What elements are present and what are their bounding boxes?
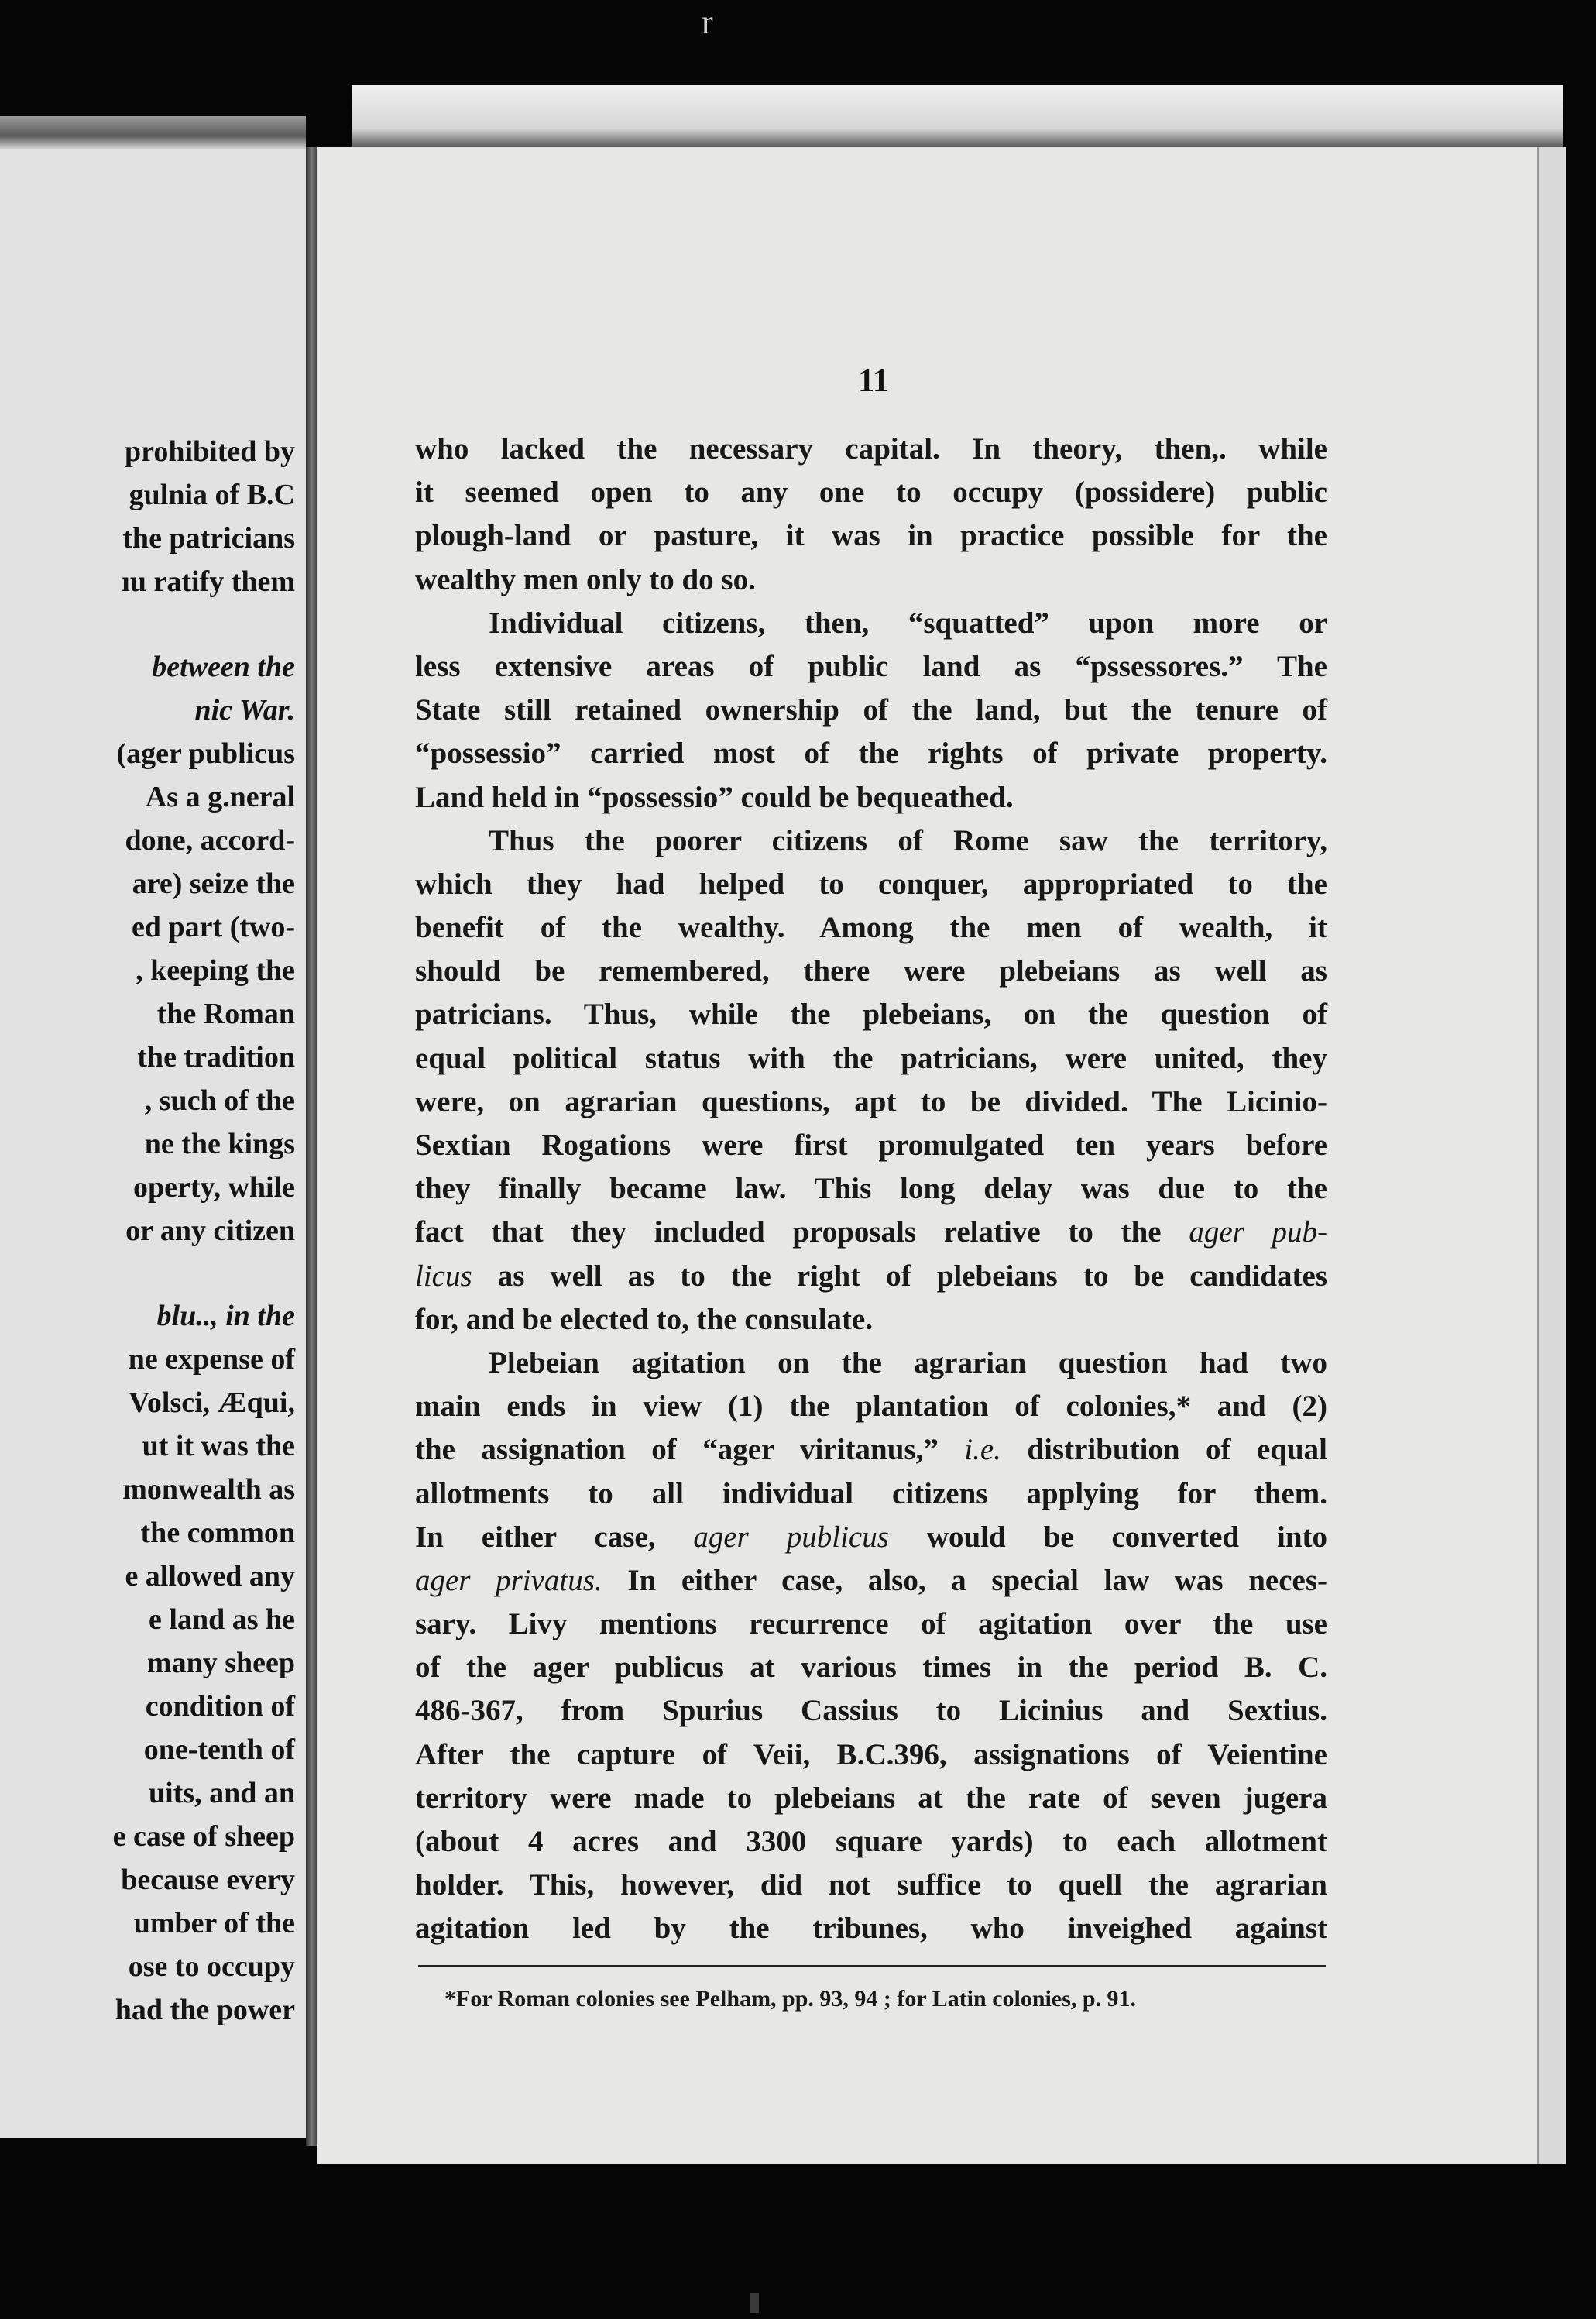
text-line (415, 1255, 1327, 1298)
left-page-line: blu.., in the (156, 1300, 295, 1332)
text-line: Individual citizens, then, “squatted” upon more or (489, 606, 1327, 640)
italic-term: ager privatus. (415, 1563, 602, 1597)
left-page-line: had the power (115, 1994, 295, 2026)
left-page-line: many sheep (146, 1647, 295, 1679)
text-line: which they had helped to conquer, appropriated to the (415, 867, 1327, 901)
left-page-line: or any citizen (125, 1214, 295, 1247)
left-page-line: the common (140, 1517, 295, 1549)
left-page-line: ose to occupy (128, 1950, 295, 1983)
left-page-line: ne the kings (144, 1128, 295, 1160)
text-line: should be remembered, there were plebeians as well as (415, 954, 1327, 988)
left-page-line: ut it was the (142, 1430, 295, 1462)
text-line: territory were made to plebeians at the rate of seven jugera (415, 1781, 1327, 1815)
text-line: sary. Livy mentions recurrence of agitation over the use (415, 1607, 1327, 1641)
text-line (415, 1516, 1327, 1559)
text-fragment: In either case, (415, 1520, 656, 1554)
italic-term: ager pub- (1189, 1215, 1328, 1249)
left-page-line: umber of the (133, 1907, 295, 1939)
text-line (415, 1559, 1327, 1603)
text-line: “possessio” carried most of the rights of private property. (415, 737, 1327, 771)
left-page-line: because every (121, 1864, 295, 1896)
text-line: allotments to all individual citizens applying for them. (415, 1476, 1327, 1510)
text-line: of the ager publicus at various times in the period B. C. (415, 1651, 1327, 1685)
left-page-line: ıu ratify them (122, 565, 295, 598)
left-page-line: ed part (two- (131, 911, 295, 943)
text-line: wealthy men only to do so. (415, 562, 756, 596)
footnote-rule (418, 1965, 1326, 1967)
left-page-line: e allowed any (125, 1560, 295, 1592)
text-line: who lacked the necessary capital. In theory, then,. while (415, 432, 1327, 466)
text-fragment: as well as to the right of plebeians to be candidates (497, 1259, 1328, 1293)
text-line: holder. This, however, did not suffice to quell the agrarian (415, 1868, 1327, 1902)
right-page-edge (1537, 147, 1566, 2164)
left-page-line: Volsci, Æqui, (128, 1386, 295, 1419)
left-page-line: operty, while (133, 1171, 295, 1204)
text-line: (about 4 acres and 3300 square yards) to each allotment (415, 1825, 1327, 1858)
text-line: Sextian Rogations were first promulgated ten years before (415, 1129, 1327, 1162)
page-number: 11 (858, 363, 889, 399)
left-page-line: the tradition (137, 1041, 295, 1074)
text-fragment: distribution of equal (1027, 1433, 1328, 1467)
left-page-line: monwealth as (122, 1473, 295, 1506)
left-page-line: (ager publicus (116, 737, 295, 770)
left-page-line: gulnia of B.C (129, 479, 295, 511)
left-page-line: e case of sheep (112, 1820, 295, 1853)
text-fragment: would be converted into (926, 1520, 1328, 1554)
text-line: benefit of the wealthy. Among the men of wealth, it (415, 911, 1327, 945)
left-page-line (1, 603, 295, 645)
text-line: Plebeian agitation on the agrarian question had two (489, 1345, 1327, 1379)
left-page-line: condition of (145, 1690, 295, 1723)
text-line: Land held in “possessio” could be bequeathed. (415, 780, 1014, 814)
scan-mark: r (702, 3, 713, 41)
text-line: less extensive areas of public land as “pssessores.” The (415, 649, 1327, 683)
text-line: Thus the poorer citizens of Rome saw the territory, (489, 823, 1327, 857)
left-page-line: the patricians (122, 522, 295, 555)
text-line: equal political status with the patricians, were united, they (415, 1041, 1327, 1075)
text-line (415, 1428, 1327, 1472)
left-page-edge (0, 116, 306, 149)
text-line: it seemed open to any one to occupy (possidere) public (415, 476, 1327, 510)
text-line: plough-land or pasture, it was in practice possible for the (415, 519, 1327, 553)
left-page-line (1, 1252, 295, 1294)
text-line: After the capture of Veii, B.C.396, assignations of Veientine (415, 1737, 1327, 1771)
text-line: agitation led by the tribunes, who inveighed against (415, 1912, 1327, 1946)
left-page-line: one-tenth of (143, 1733, 295, 1766)
text-line: 486-367, from Spurius Cassius to Licinius and Sextius. (415, 1694, 1327, 1728)
text-line: they finally became law. This long delay was due to the (415, 1172, 1327, 1206)
text-line: main ends in view (1) the plantation of colonies,* and (2) (415, 1390, 1327, 1424)
left-page-line: , such of the (144, 1084, 295, 1117)
scan-mark (750, 2293, 759, 2313)
body-text (415, 428, 1327, 1951)
text-line: were, on agrarian questions, apt to be divided. The Licinio- (415, 1084, 1327, 1118)
italic-term: licus (415, 1259, 472, 1293)
text-line: patricians. Thus, while the plebeians, on the question of (415, 998, 1327, 1032)
left-page-line: uits, and an (148, 1777, 295, 1809)
italic-term: ager publicus (693, 1520, 889, 1554)
italic-term: i.e. (964, 1433, 1001, 1467)
text-fragment: the assignation of “ager viritanus,” (415, 1433, 939, 1467)
left-page-line: e land as he (149, 1603, 295, 1636)
text-line: State still retained ownership of the land, but the tenure of (415, 693, 1327, 727)
left-page-line: are) seize the (132, 867, 295, 900)
left-page-line: done, accord- (125, 824, 295, 857)
text-line: for, and be elected to, the consulate. (415, 1302, 874, 1336)
text-fragment: fact that they included proposals relative to the (415, 1215, 1162, 1249)
left-page-line: nic War. (194, 694, 295, 727)
left-page-line: ne expense of (128, 1343, 295, 1376)
right-page-top-edge (352, 85, 1563, 147)
left-page-line: between the (152, 651, 295, 683)
left-page-line: the Roman (156, 998, 295, 1030)
text-fragment: In either case, also, a special law was neces- (627, 1563, 1328, 1597)
left-page-line: , keeping the (136, 954, 295, 987)
left-page (0, 116, 306, 2138)
left-page-line: As a g.neral (145, 781, 295, 813)
text-line (415, 1211, 1327, 1254)
left-page-text (1, 430, 295, 2032)
footnote: *For Roman colonies see Pelham, pp. 93, 94 ; for Latin colonies, p. 91. (444, 1986, 1137, 2012)
left-page-line: prohibited by (125, 435, 295, 468)
